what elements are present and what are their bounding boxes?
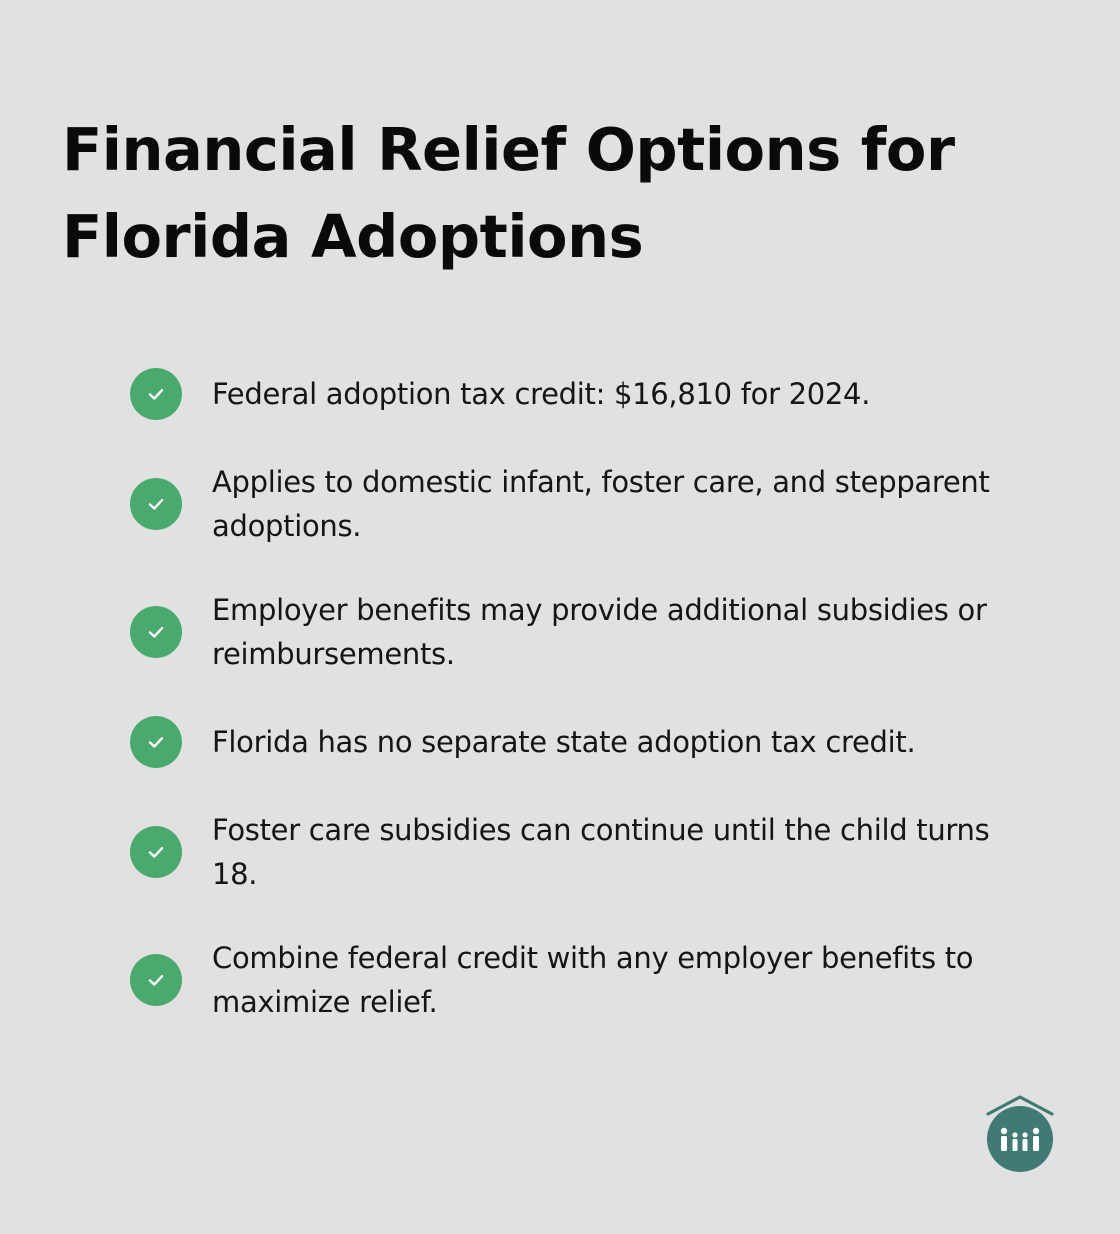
check-icon (130, 826, 182, 878)
check-icon (130, 716, 182, 768)
page-title (62, 106, 1062, 280)
list-item (130, 716, 1030, 768)
title-line-1: Financial Relief Options for (62, 115, 955, 184)
list-item-text: Employer benefits may provide additional subsidies or reimbursements. (212, 593, 987, 671)
family-house-logo (985, 1094, 1055, 1176)
check-icon (130, 606, 182, 658)
list-item-text: Florida has no separate state adoption tax credit. (212, 725, 916, 759)
list-item (130, 808, 1030, 896)
list-item-text: Federal adoption tax credit: $16,810 for 2024. (212, 377, 871, 411)
check-icon (130, 368, 182, 420)
list-item-text: Foster care subsidies can continue until the child turns 18. (212, 813, 990, 891)
list-item (130, 588, 1030, 676)
check-icon (130, 478, 182, 530)
list-item-text: Applies to domestic infant, foster care, and stepparent adoptions. (212, 465, 990, 543)
list-item (130, 936, 1030, 1024)
list-item (130, 460, 1030, 548)
check-icon (130, 954, 182, 1006)
title-line-2: Florida Adoptions (62, 202, 644, 271)
list-item (130, 368, 1030, 420)
list-item-text: Combine federal credit with any employer benefits to maximize relief. (212, 941, 974, 1019)
